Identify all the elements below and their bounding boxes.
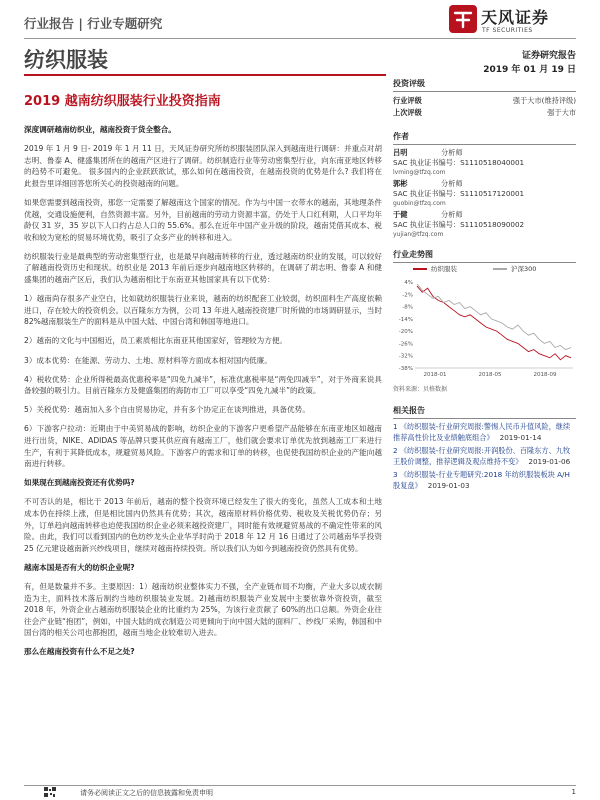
x-tick-label: 2018-01 [423, 372, 447, 378]
y-tick-label: -14% [398, 316, 413, 323]
legend-swatch-hs300 [493, 268, 507, 270]
prev-rating-value: 强于大市 [547, 108, 576, 117]
related-report-date: 2019-01-14 [499, 432, 542, 442]
author-email[interactable]: lvming@tfzq.com [393, 168, 446, 176]
author-name-row [393, 148, 576, 158]
y-tick-label: -8% [402, 304, 413, 311]
related-reports-list [393, 422, 576, 491]
footer-disclaimer: 请务必阅读正文之后的信息披露和免责申明 [80, 789, 213, 797]
related-report-date: 2019-01-06 [528, 456, 571, 466]
related-report-item[interactable] [393, 446, 576, 467]
author-role: 分析师 [441, 179, 463, 188]
tf-securities-logo [449, 3, 577, 43]
section-heading: 如果现在到越南投资还有优势吗? [24, 478, 135, 488]
body-paragraph: 不可否认的是，相比于 2013 年前后，越南的整个投资环境已经发生了很大的变化，虽然人工成本和土地成本仍在持续上涨，但是相比国内仍然具有优势；其次，越南原材料价格优势、税收及关税优势仍存；另外，订单趋向越南转移也迫使我国纺织企业必须来越投资建厂，同时能有效规避贸易战的不确定性带来的风险。由此，我们可以看到国内的色纺纱龙头企业华孚时尚于 2018 年 12 月 16 日通过了公司越南华孚投资 25 亿元建设越南新兴纱线项目，继续对越南持续投资。所以我们认为如今到越南投资仍然具有优势。 [24, 497, 382, 553]
prev-rating-row [393, 107, 576, 119]
page-number: 1 [571, 788, 576, 796]
author-sac: SAC 执业证书编号：S1110518090002 [393, 220, 525, 229]
authors-list [393, 148, 576, 239]
section-heading: 那么在越南投资有什么不足之处? [24, 647, 135, 657]
report-type: 证券研究报告 [521, 51, 576, 61]
body-paragraph: 有，但是数量并不多。主要原因：1）越南纺织业整体实力不强，全产业链布局不均衡，产业大多以成衣制造为主，面料技术落后制约当地纺织服装业发展。2)越南纺织服装产业发展中主要依靠外资投资，截至 2018 年，外资企业占越南纺织服装企业的比重约为 25%，为该行业贡献了 60%的出口总额。外资企业往往会产业链“抱团”，例如，中国大陆的成衣制造公司更倾向于向中国大陆的面料厂、纱线厂采购，韩国和中国台湾的相关公司也都抱团，越南当地企业较难切入进去。 [24, 581, 382, 638]
rating-section-title: 投资评级 [393, 78, 576, 92]
report-subtitle: 2019 越南纺织服装行业投资指南 [24, 94, 221, 109]
qr-code-icon [44, 787, 56, 797]
author-name-row [393, 210, 576, 220]
legend-label-textile: 纺织服装 [431, 265, 457, 273]
body-paragraph: 5）关税优势：越南加入多个自由贸易协定，并有多个协定正在谈判推进，具备优势。 [24, 405, 310, 415]
authors-section-title: 作者 [393, 131, 576, 145]
chart-legend [393, 266, 576, 278]
report-date: 2019 年 01 月 19 日 [483, 65, 576, 75]
main-body [24, 124, 382, 665]
series-line-hs300 [417, 284, 571, 350]
legend-swatch-textile [413, 268, 427, 270]
section-heading: 深度调研越南纺织业，越南投资于货全整合。 [24, 125, 176, 134]
author-name: 郭彬 [393, 179, 408, 188]
author-sac: SAC 执业证书编号：S1110517120001 [393, 189, 525, 198]
y-tick-label: 4% [404, 280, 413, 286]
series-line-textile [417, 286, 571, 360]
author-email[interactable]: yujian@tfzq.com [393, 230, 444, 238]
y-tick-label: -26% [398, 341, 413, 348]
related-section-title: 相关报告 [393, 405, 576, 419]
page-title: 纺织服装 [24, 48, 108, 72]
industry-rating-row [393, 95, 576, 107]
related-report-title[interactable]: 2 《纺织服装-行业研究周报:开润股份、百隆东方、九牧王股价调整，推荐逻辑及观点维持不变》 [393, 446, 571, 466]
related-report-title[interactable]: 3 《纺织服装-行业专题研究:2018 年纺织服装板块 A/H 股复盘》 [393, 470, 570, 490]
tf-logo-icon [449, 5, 477, 33]
footer-divider [24, 785, 576, 786]
sidebar [393, 78, 576, 494]
logo-cn: 天风证券 [481, 8, 550, 27]
chart-source-note: 资料来源：贝格数据 [393, 386, 448, 393]
body-paragraph: 4）税收优势：企业所得税最高优惠税率是“四免九减半”，标准优惠税率是“两免四减半”，对于外商来说具备较强的吸引力。目前百隆东方及健盛集团的海防市工厂可以享受“四免九减半”的政策。 [24, 374, 382, 396]
x-tick-label: 2018-05 [478, 372, 502, 378]
section-heading: 越南本国是否有大的纺织企业呢? [24, 562, 135, 572]
trend-section-title: 行业走势图 [393, 249, 576, 263]
y-tick-label: -32% [398, 353, 413, 360]
related-report-title[interactable]: 1 《纺织服装-行业研究周报:警惕人民币升值风险，继续推荐高性价比及业绩触底组合》 [393, 422, 571, 442]
trend-chart [393, 278, 576, 380]
author-entry [393, 148, 576, 177]
related-report-item[interactable] [393, 422, 576, 443]
header-divider [24, 38, 576, 39]
y-tick-label: -38% [398, 366, 413, 372]
body-paragraph: 如果您需要到越南投资，那您一定需要了解越南这个国家的情况。作为与中国一衣带水的越南，其地理条件优越，交通设施便利，自然资源丰富。另外，目前越南的劳动力资源丰富，仍处于人口红利期，人口平均年龄仅 31 岁，35 岁以下人口约占总人口的 55.6%。那么在近年中国产业升级的阶段，越南凭借其成本、税收和较为宽松的贸易环境优势，吸引了众多产业的转移和进入。 [24, 197, 382, 242]
title-underline [24, 74, 386, 76]
report-category: 行业报告 | 行业专题研究 [24, 16, 163, 31]
body-paragraph: 1）越南尚存很多产业空白，比如就纺织服装行业来说，越南的纺织配套工业较弱，纺织面料生产高度依赖进口，存在较大的投资机会。以百隆东方为例，公司 13 年进入越南投资建厂时所做的市场调研显示，当时 82%越南服装生产的面料是从中国大陆、中国台湾和韩国等地进口。 [24, 294, 382, 327]
y-tick-label: -20% [398, 329, 413, 336]
author-name: 于健 [393, 210, 408, 219]
body-paragraph: 6）下游客户拉动：近期由于中美贸易战的影响，纺织企业的下游客户更希望产品能够在东南亚地区如越南进行出货，NIKE、ADIDAS 等品牌只要其供应商有越南工厂，他们就会要求订单优先放到越南工厂来进行生产，有利于其降低成本，规避贸易风险。下游客户的需求和订单的转移，也促使我国纺织企业的产能向越南进行转移。 [24, 424, 382, 469]
industry-rating-value: 强于大市(维持评级) [512, 96, 576, 105]
author-role: 分析师 [441, 210, 463, 219]
body-paragraph: 3）成本优势：在能源、劳动力、土地、原材料等方面成本相对国内低廉。 [24, 355, 272, 365]
author-name-row [393, 179, 576, 189]
author-sac: SAC 执业证书编号：S1110518040001 [393, 158, 525, 167]
x-tick-label: 2018-09 [533, 372, 557, 378]
body-paragraph: 2019 年 1 月 9 日- 2019 年 1 月 11 日，天风证券研究所纺织服装团队深入到越南进行调研：并重点对胡志明、鲁泰 A、健盛集团所在的越南产区进行了调研。纺织制造行业等劳动密集型行业，向东南亚地区转移的趋势不可避免。 很多国内的企业跃跃欲试，那么如何在越南投资，在越南投资的优势是什么? 我们将在此报告里详细回答您所关心的投资越南的问题。 [24, 144, 382, 188]
author-role: 分析师 [441, 148, 463, 157]
author-entry [393, 179, 576, 208]
body-paragraph: 2）越南的文化与中国相近，员工素质相比东南亚其他国家好，管理较为方便。 [24, 336, 288, 346]
author-entry [393, 210, 576, 239]
y-tick-label: -2% [402, 292, 413, 299]
author-email[interactable]: guobin@tfzq.com [393, 199, 446, 207]
logo-en: TF SECURITIES [482, 27, 533, 34]
author-name: 吕明 [393, 148, 408, 157]
body-paragraph: 纺织服装行业是最典型的劳动密集型行业，也是最早向越南转移的行业，透过越南纺织业的发展，可以较好了解越南投资历史和现状。纺织业是 2013 年前后逐步向越南地区转移的，在调研了胡志明、鲁泰 A 和健盛集团的越南产区后，我们认为越南相比于东南亚其他国家具有以下优势： [24, 251, 382, 285]
industry-rating-label: 行业评级 [393, 96, 422, 105]
related-report-date: 2019-01-03 [427, 480, 470, 490]
legend-label-hs300: 沪深300 [511, 265, 537, 273]
related-report-item[interactable] [393, 470, 576, 491]
prev-rating-label: 上次评级 [393, 108, 422, 117]
